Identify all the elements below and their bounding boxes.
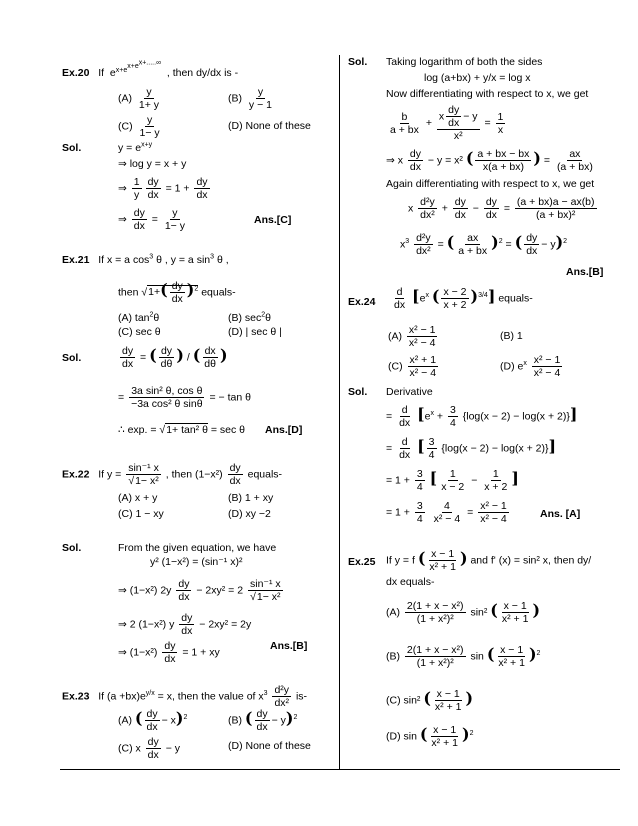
math-text: − y	[165, 742, 180, 755]
ex25-label: Ex.25	[348, 556, 376, 568]
math-text: sin⁻¹ x	[128, 462, 159, 474]
math-text: = − tan θ	[209, 391, 251, 404]
math-text: =	[543, 154, 551, 167]
math-text: 1− x²	[256, 591, 281, 603]
ex24-option-d	[500, 354, 564, 379]
math-text: x + 2	[443, 299, 467, 311]
ex20-sol-label: Sol.	[62, 142, 82, 154]
math-text: is-	[295, 690, 308, 703]
math-text: dy	[171, 280, 183, 292]
math-text: d²y	[420, 196, 435, 208]
math-text: dy	[133, 207, 145, 219]
math-text: − y	[541, 238, 556, 251]
math-text: dx²	[274, 697, 290, 709]
ex24-answer: Ans. [A]	[540, 508, 581, 520]
ex22-sol-line2: ⇒ (1−x²) 2y $\frac{dy}{dx}$ − 2xy² = 2 $\frac{\text{sin⁻¹ x}}{\text{√1− x²}}$	[118, 578, 281, 603]
math-text: (C)	[388, 360, 403, 373]
math-text: (C) x	[118, 742, 141, 755]
math-text: +	[441, 202, 448, 215]
math-text: x² + 1	[434, 701, 462, 713]
ex23-option-d: (D) None of these	[228, 740, 311, 752]
math-text: x + 2	[484, 481, 508, 493]
ex24-option-b: (B) 1	[500, 330, 523, 342]
math-text: {log(x − 2) − log(x + 2)}	[462, 410, 570, 423]
ex23-sol-label: Sol.	[348, 56, 368, 68]
math-text: x	[408, 202, 414, 215]
ex22-question: Ex.22 If y = $\frac{\text{sin⁻¹ x}}{\text{√1− x²}}$ , then (1−x²) $\frac{dy}{dx}$ equals-	[62, 462, 283, 487]
math-text: 3	[263, 689, 268, 697]
math-text: y	[134, 189, 140, 201]
math-text: dx	[399, 449, 411, 461]
math-text: 3	[428, 436, 435, 448]
page-bottom-rule	[60, 769, 620, 770]
math-text: 1	[133, 176, 140, 188]
math-text: dy	[196, 176, 208, 188]
math-text: −	[472, 202, 479, 215]
math-text: 3	[210, 253, 215, 261]
ex23-sol-line1: Taking logarithm of both the sides	[386, 56, 543, 68]
ex23-answer: Ans.[B]	[566, 266, 604, 278]
ex21-answer: Ans.[D]	[265, 424, 303, 436]
math-text: dy	[178, 578, 190, 590]
math-text: 3	[449, 404, 456, 416]
math-text: x² − 4	[433, 513, 461, 525]
math-text: dx	[229, 475, 241, 487]
ex20-option-b	[228, 86, 276, 111]
math-text: dx	[526, 245, 538, 257]
ex24-sol-line1: = $\frac{d}{dx}$ [$e^x$ + $\frac{3}{4}$ {log(x − 2) − log(x + 2)}]	[386, 404, 578, 429]
math-text: dθ	[160, 358, 173, 370]
math-text: x² − 4	[409, 367, 437, 379]
math-text: dx	[448, 117, 460, 129]
math-text: (a + bx)	[556, 161, 593, 173]
math-text: =	[437, 238, 444, 251]
math-text: (a + bx)a − ax(b)	[516, 196, 595, 208]
math-text: (D) e	[500, 360, 524, 373]
math-text: = x, then the value of x	[157, 690, 264, 703]
math-text: a + bx	[390, 123, 419, 136]
math-text: 1	[492, 468, 499, 480]
ex24-sol-line3: = 1 + $\frac{3}{4}$ [ $\frac{1}{x - 2}$ − $\frac{1}{x + 2}$ ]	[386, 468, 519, 493]
ex22-option-c: (C) 1 − xy	[118, 508, 164, 520]
math-text: (B) sec	[228, 312, 262, 324]
math-text: /	[186, 351, 190, 364]
math-text: b	[401, 110, 408, 123]
math-text: =	[140, 351, 147, 364]
math-text: x² + 1	[431, 737, 458, 749]
ex23-question	[62, 684, 307, 709]
ex21-option-c: (C) sec θ	[118, 326, 161, 338]
ex23-sol-line2: log (a+bx) + y/x = log x	[424, 72, 531, 84]
math-text: If	[98, 67, 105, 80]
math-text: e	[419, 292, 426, 305]
math-text: − 2xy² = 2y	[199, 618, 252, 631]
math-text: (C)	[118, 120, 133, 133]
math-text: x+e	[115, 66, 128, 74]
math-text: dx	[409, 161, 421, 173]
math-text: =	[484, 116, 491, 129]
math-text: x² − 1	[480, 500, 507, 512]
math-text: 1	[449, 468, 456, 480]
math-text: y	[172, 207, 178, 219]
math-text: x	[523, 359, 527, 367]
math-text: dy	[181, 612, 193, 624]
ex22-option-d: (D) xy −2	[228, 508, 271, 520]
math-text: dy	[229, 462, 241, 474]
math-text: 2	[469, 729, 474, 737]
math-text: dx	[454, 209, 466, 221]
math-text: y	[146, 86, 152, 98]
math-text: dx²	[416, 245, 431, 257]
ex22-answer: Ans.[B]	[270, 640, 308, 652]
math-text: x² − 1	[533, 354, 561, 366]
math-text: x	[425, 291, 429, 299]
math-text: dx	[181, 625, 193, 637]
math-text: 3/4	[478, 291, 488, 299]
math-text: (A)	[118, 714, 132, 727]
ex21-sol-line1: $\frac{dy}{dx}$ = ( $\frac{dy}{d\theta}$ ) / ( $\frac{dx}{d\theta}$ )	[122, 345, 228, 370]
math-text: a + bx − bx	[477, 148, 530, 160]
ex21-sol-line3: ∴ exp. = √1+ tan² θ = sec θ	[118, 424, 246, 436]
math-text: 4	[449, 417, 456, 429]
math-text: 1− x²	[135, 475, 159, 487]
math-text: x − 1	[500, 644, 524, 656]
math-text: dy	[526, 232, 538, 244]
ex23-option-b: (B) ( $\frac{dy}{dx}$ − y)$^2$	[228, 708, 298, 733]
math-text: x	[438, 110, 445, 123]
math-text: =	[151, 213, 158, 226]
math-text: Ex.21	[62, 254, 90, 266]
math-text: −3a cos² θ sinθ	[131, 398, 203, 410]
math-text: 1+	[148, 286, 161, 299]
ex21-option-d: (D) | sec θ |	[228, 326, 282, 338]
math-text: ⇒	[118, 213, 127, 226]
math-text: 1	[497, 110, 504, 123]
math-text: x − 2	[441, 481, 465, 493]
math-text: {log(x − 2) − log(x + 2)}	[441, 442, 549, 455]
ex25-question: If y = f ( $\frac{x - 1}{\text{x² + 1}}$ ) and f' (x) = sin² x, then dy/	[386, 548, 592, 573]
math-text: y/x	[145, 689, 155, 697]
ex23-sol-line3: Now differentiating with respect to x, we get	[386, 88, 589, 100]
math-text: =	[467, 506, 474, 519]
math-text: dy	[164, 640, 176, 652]
math-text: ⇒ 2 (1−x²) y	[118, 618, 175, 631]
math-text: dx	[178, 591, 190, 603]
math-text: − y	[463, 110, 478, 123]
math-text: , then (1−x²)	[165, 468, 223, 481]
math-text: x² + 1	[409, 354, 437, 366]
math-text: − y	[271, 714, 286, 727]
math-text: d²y	[416, 232, 431, 244]
math-text: (1 + x²)²	[416, 613, 454, 625]
math-text: , then dy/dx is -	[166, 67, 239, 80]
math-text: dy	[454, 196, 466, 208]
math-text: 3	[149, 253, 154, 261]
ex22-option-b: (B) 1 + xy	[228, 492, 274, 504]
math-text: 3	[405, 237, 410, 245]
ex20-sol-line4	[118, 207, 189, 232]
math-text: = 1 + xy	[182, 646, 220, 659]
math-text: d²y	[274, 684, 290, 696]
ex21-sol-label: Sol.	[62, 352, 82, 364]
ex23-sol-line7	[408, 196, 599, 221]
math-text: 3	[416, 468, 423, 480]
math-text: a + bx	[458, 245, 488, 257]
math-text: dy	[256, 708, 268, 720]
math-text: x² + 1	[498, 657, 525, 669]
ex23-sol-line6: Again differentiating with respect to x, we get	[386, 178, 595, 190]
math-text: Ex.20	[62, 67, 90, 80]
math-text: sin	[470, 650, 484, 663]
math-text: (B)	[386, 650, 400, 663]
ex21-then-line: then √1+( $\frac{dy}{dx}$ )$^2$ equals-	[118, 280, 236, 305]
math-text: = 1 +	[386, 506, 410, 519]
math-text: x − 1	[436, 688, 460, 700]
math-text: x² + 1	[501, 613, 529, 625]
math-text: 1+ tan² θ	[166, 424, 208, 436]
math-text: = sec θ	[210, 424, 246, 436]
math-text: (A) tan	[118, 312, 150, 324]
math-text: dx	[196, 189, 208, 201]
math-text: x² − 4	[480, 513, 507, 525]
math-text: x(a + bx)	[482, 161, 524, 173]
math-text: 2	[536, 649, 541, 657]
math-text: dy	[448, 104, 460, 116]
ex24-sol-label: Sol.	[348, 386, 368, 398]
math-text: x+e	[127, 63, 139, 71]
math-text: x² − 1	[408, 324, 436, 336]
ex22-sol-line1: y² (1−x²) = (sin⁻¹ x)²	[150, 556, 243, 568]
ex22-option-a: (A) x + y	[118, 492, 158, 504]
math-text: x+y	[141, 141, 153, 149]
math-text: dy	[147, 176, 159, 188]
math-text: x² − 4	[408, 337, 436, 349]
math-text: 3	[416, 500, 423, 512]
math-text: (A)	[118, 92, 132, 105]
math-text: 2(1 + x − x²)	[406, 600, 464, 612]
ex24-question: $\frac{d}{dx}$ [$e^x$ ( $\frac{x - 2}{x + 2}$ )$^{3/4}$] equals-	[394, 286, 533, 311]
math-text: 3a sin² θ, cos θ	[131, 385, 203, 397]
math-text: − y = x²	[427, 154, 463, 167]
math-text: θ ,	[216, 254, 229, 266]
math-text: − x	[161, 714, 176, 727]
ex24-sol-line0: Derivative	[386, 386, 433, 398]
math-text: e	[424, 410, 431, 423]
math-text: θ , y = a sin	[156, 254, 211, 266]
math-text: x²	[453, 130, 463, 142]
ex20-option-a	[118, 86, 163, 111]
math-text: equals-	[247, 468, 283, 481]
math-text: dx	[147, 189, 159, 201]
math-text: dy	[146, 708, 158, 720]
math-text: dx	[485, 209, 497, 221]
ex21-sol-line2	[118, 385, 251, 410]
math-text: y	[146, 114, 153, 126]
math-text: y − 1	[248, 99, 272, 111]
ex24-option-c	[388, 354, 440, 379]
ex21-option-b	[228, 312, 271, 325]
math-text: x	[430, 409, 434, 417]
ex24-sol-line4	[386, 500, 511, 525]
math-text: dx	[147, 749, 159, 761]
math-text: Ex.23	[62, 690, 90, 703]
math-text: dθ	[204, 358, 216, 370]
math-text: (A)	[388, 330, 402, 343]
ex20-sol-line1	[118, 142, 152, 155]
math-text: = 1 +	[386, 474, 410, 487]
math-text: ax	[569, 148, 581, 160]
ex25-question-line2: dx equals-	[386, 576, 435, 588]
math-text: ⇒ x	[386, 154, 403, 167]
math-text: x − 1	[503, 600, 527, 612]
math-text: 1− y	[139, 127, 160, 139]
math-text: 4	[416, 481, 423, 493]
math-text: =	[386, 442, 393, 455]
math-text: equals-	[201, 286, 236, 299]
math-text: =	[503, 202, 510, 215]
math-text: dy	[485, 196, 497, 208]
math-text: =	[386, 410, 393, 423]
math-text: +	[425, 116, 432, 129]
ex23-option-c	[118, 736, 180, 761]
ex25-option-a: (A) $\frac{\text{2(1 + x − x²)}}{\text{(1 + x²)²}}$ sin² ( $\frac{x - 1}{\text{x² + 1}}$ )	[386, 600, 541, 625]
math-text: e	[109, 67, 116, 80]
math-text: (a + bx)²	[536, 209, 576, 221]
math-text: +	[436, 410, 444, 423]
math-text: =	[505, 238, 512, 251]
math-text: 4	[416, 513, 423, 525]
math-text: x − 2	[443, 286, 467, 298]
math-text: θ	[153, 312, 160, 324]
ex25-option-c: (C) sin² ( $\frac{x - 1}{\text{x² + 1}}$ )	[386, 688, 474, 713]
ex22-sol-label: Sol.	[62, 542, 82, 554]
math-text: x	[497, 123, 504, 136]
math-text: dx	[146, 721, 158, 733]
math-text: x² − 4	[533, 367, 561, 379]
math-text: x² + 1	[429, 561, 456, 573]
math-text: ⇒ (1−x²)	[118, 646, 158, 659]
ex21-option-a	[118, 312, 159, 325]
math-text: dy	[409, 148, 421, 160]
ex23-sol-line8: $x^3$ $\frac{\text{d²y}}{\text{dx²}}$ = ( $\frac{ax}{a + bx}$ )$^2$ = ( $\frac{dy}{dx}$ − y)$^2$	[400, 232, 568, 257]
math-text: (D) sin	[386, 730, 417, 743]
ex20-answer: Ans.[C]	[254, 214, 292, 226]
ex20-option-c	[118, 114, 164, 139]
math-text: (C) sin²	[386, 694, 421, 707]
ex22-sol-line4	[118, 640, 220, 665]
math-text: =	[118, 391, 125, 404]
ex22-sol-line3	[118, 612, 251, 637]
ex23-sol-line4	[386, 104, 507, 142]
math-text: d	[396, 286, 403, 298]
column-divider	[339, 55, 340, 770]
math-text: − 2xy² = 2	[196, 584, 244, 597]
math-text: ax	[467, 232, 479, 244]
math-text: dx	[204, 345, 216, 357]
math-text: d	[401, 404, 408, 416]
ex23-option-a: (A) ( $\frac{dy}{dx}$ − x)$^2$	[118, 708, 188, 733]
math-text: dx	[399, 417, 411, 429]
ex22-sol-line0: From the given equation, we have	[118, 542, 277, 554]
math-text: then	[118, 286, 139, 299]
math-text: (B)	[228, 714, 242, 727]
ex20-question	[62, 60, 239, 80]
math-text: 2(1 + x − x²)	[406, 644, 464, 656]
math-text: (B)	[228, 92, 242, 105]
ex20-option-d: (D) None of these	[228, 120, 311, 132]
math-text: y = e	[118, 142, 142, 154]
math-text: 4	[428, 449, 435, 461]
math-text: ⇒	[118, 182, 127, 195]
math-text: If (a +bx)e	[98, 690, 146, 703]
ex25-option-d: (D) sin ( $\frac{x - 1}{\text{x² + 1}}$ )$^2$	[386, 724, 474, 749]
math-text: ⇒ (1−x²) 2y	[118, 584, 172, 597]
math-text: dx	[122, 358, 134, 370]
math-text: d	[401, 436, 408, 448]
math-text: x − 1	[431, 548, 455, 560]
math-text: 1+ y	[138, 99, 160, 111]
math-text: If y = f	[386, 554, 415, 567]
math-text: x − 1	[433, 724, 457, 736]
ex24-sol-line2: = $\frac{d}{dx}$ [ $\frac{3}{4}$ {log(x − 2) − log(x + 2)}]	[386, 436, 557, 461]
math-text: θ	[265, 312, 272, 324]
math-text: dx	[133, 220, 145, 232]
math-text: sin⁻¹ x	[250, 578, 281, 590]
math-text: 2	[149, 311, 154, 319]
math-text: and f' (x) = sin² x, then dy/	[470, 554, 592, 567]
math-text: ∴ exp. =	[118, 424, 157, 436]
math-text: y	[257, 86, 264, 98]
math-text: dx	[171, 293, 183, 305]
math-text: x	[400, 238, 406, 251]
math-text: If y =	[98, 468, 122, 481]
math-text: equals-	[498, 292, 533, 305]
math-text: 4	[444, 500, 450, 512]
ex24-label: Ex.24	[348, 296, 376, 308]
math-text: (A)	[386, 606, 400, 619]
math-text: dx²	[420, 209, 435, 221]
math-text: (1 + x²)²	[416, 657, 454, 669]
ex25-option-b: (B) $\frac{\text{2(1 + x − x²)}}{\text{(1 + x²)²}}$ sin ( $\frac{x - 1}{\text{x² + 1}}$ )$^2$	[386, 644, 541, 669]
ex20-sol-line2: ⇒ log y = x + y	[118, 158, 187, 170]
math-text: dx	[164, 653, 176, 665]
math-text: dy	[160, 345, 173, 357]
math-text: 2	[261, 311, 266, 319]
math-text: x+.....∞	[138, 60, 162, 67]
math-text: dx	[256, 721, 268, 733]
math-text: dy	[122, 345, 134, 357]
math-text: Ex.22	[62, 468, 90, 481]
ex21-question	[62, 254, 229, 267]
math-text: −	[471, 474, 478, 487]
math-text: If x = a cos	[98, 254, 150, 266]
math-text: = 1 +	[165, 182, 190, 195]
ex20-sol-line3	[118, 176, 212, 201]
math-text: dy	[147, 736, 159, 748]
math-text: 1− y	[164, 220, 185, 232]
ex23-sol-line5: ⇒ x $\frac{dy}{dx}$ − y = x² ( $\frac{a + bx - bx}{x(a + bx)}$ ) = $\frac{ax}{(a + bx)}$	[386, 148, 593, 173]
math-text: dx	[394, 299, 406, 311]
ex24-option-a	[388, 324, 439, 349]
math-text: sin²	[470, 606, 488, 619]
